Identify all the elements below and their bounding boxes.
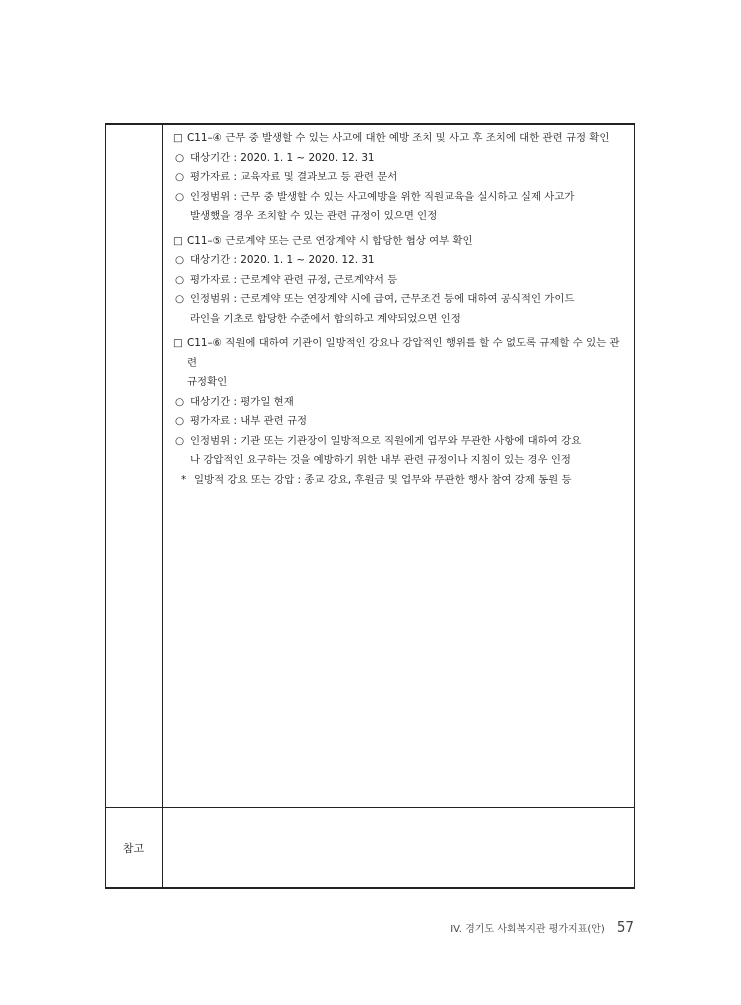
evaluation-table <box>105 123 635 889</box>
table-border-left <box>105 125 106 887</box>
reference-label: 참고 <box>122 841 145 855</box>
criterion-item <box>173 251 628 271</box>
criterion-item <box>173 149 628 169</box>
item-text: 대상기간 : 2020. 1. 1 ~ 2020. 12. 31 <box>190 151 375 164</box>
item-text: 평가자료 : 내부 관련 규정 <box>190 415 308 427</box>
criteria-content <box>173 129 628 495</box>
footer-chapter-title: IV. 경기도 사회복지관 평가지표(안) <box>450 923 605 935</box>
checkbox-square-icon: □ <box>173 234 183 247</box>
criterion-section <box>173 334 628 490</box>
criterion-heading <box>173 334 628 373</box>
item-text: 평가자료 : 교육자료 및 결과보고 등 관련 문서 <box>190 171 398 183</box>
item-text: 인정범위 : 기관 또는 기관장이 일방적으로 직원에게 업무와 무관한 사항에 대하여 강요 <box>190 434 582 447</box>
circle-bullet-icon: ○ <box>175 171 185 183</box>
criterion-title: C11–④ 근무 중 발생할 수 있는 사고에 대한 예방 조치 및 사고 후 조치에 대한 관련 규정 확인 <box>187 132 610 144</box>
circle-bullet-icon: ○ <box>175 254 185 266</box>
item-text: 대상기간 : 평가일 현재 <box>190 395 294 408</box>
criterion-section <box>173 232 628 330</box>
item-text-continuation: 라인을 기초로 합당한 수준에서 합의하고 계약되었으면 인정 <box>190 312 461 325</box>
page-footer <box>450 918 634 936</box>
criterion-title: C11–⑥ 직원에 대하여 기관이 일방적인 강요나 강압적인 행위를 할 수 없도록 규제할 수 있는 관련 <box>187 337 620 369</box>
circle-bullet-icon: ○ <box>175 434 185 447</box>
circle-bullet-icon: ○ <box>175 415 185 427</box>
circle-bullet-icon: ○ <box>175 293 185 305</box>
item-text: 평가자료 : 근로계약 관련 규정, 근로계약서 등 <box>190 273 398 286</box>
criterion-item <box>173 432 628 452</box>
criterion-item <box>173 290 628 310</box>
asterisk-icon: * <box>181 473 187 486</box>
item-text: 인정범위 : 근로계약 또는 연장계약 시에 급여, 근무조건 등에 대하여 공식적인 가이드 <box>190 293 575 305</box>
page-number: 57 <box>616 918 634 936</box>
criterion-item <box>173 168 628 188</box>
item-text-continuation: 나 강압적인 요구하는 것을 예방하기 위한 내부 관련 규정이나 지침이 있는 경우 인정 <box>190 454 571 466</box>
criterion-item <box>173 412 628 432</box>
criterion-item <box>173 188 628 208</box>
criterion-title: C11–⑤ 근로계약 또는 근로 연장계약 시 합당한 협상 여부 확인 <box>187 234 473 247</box>
criterion-item <box>173 271 628 291</box>
criterion-heading <box>173 232 628 252</box>
circle-bullet-icon: ○ <box>175 190 185 203</box>
footnote-text: 일방적 강요 또는 강압 : 종교 강요, 후원금 및 업무와 무관한 행사 참여 강제 동원 등 <box>194 473 572 486</box>
table-row-divider <box>105 807 635 808</box>
item-text-continuation: 발생했을 경우 조치할 수 있는 관련 규정이 있으면 인정 <box>190 210 438 222</box>
checkbox-square-icon: □ <box>173 337 183 349</box>
circle-bullet-icon: ○ <box>175 151 185 164</box>
checkbox-square-icon: □ <box>173 132 183 144</box>
item-text: 인정범위 : 근무 중 발생할 수 있는 사고예방을 위한 직원교육을 실시하고 실제 사고가 <box>190 190 575 203</box>
criterion-item <box>173 393 628 413</box>
table-border-right <box>634 125 635 887</box>
criterion-title-continuation: 규정확인 <box>187 376 228 388</box>
circle-bullet-icon: ○ <box>175 395 185 408</box>
criterion-heading <box>173 129 628 149</box>
table-column-divider <box>162 125 163 887</box>
item-text: 대상기간 : 2020. 1. 1 ~ 2020. 12. 31 <box>190 254 375 266</box>
criterion-section <box>173 129 628 227</box>
footnote <box>173 471 628 491</box>
circle-bullet-icon: ○ <box>175 273 185 286</box>
